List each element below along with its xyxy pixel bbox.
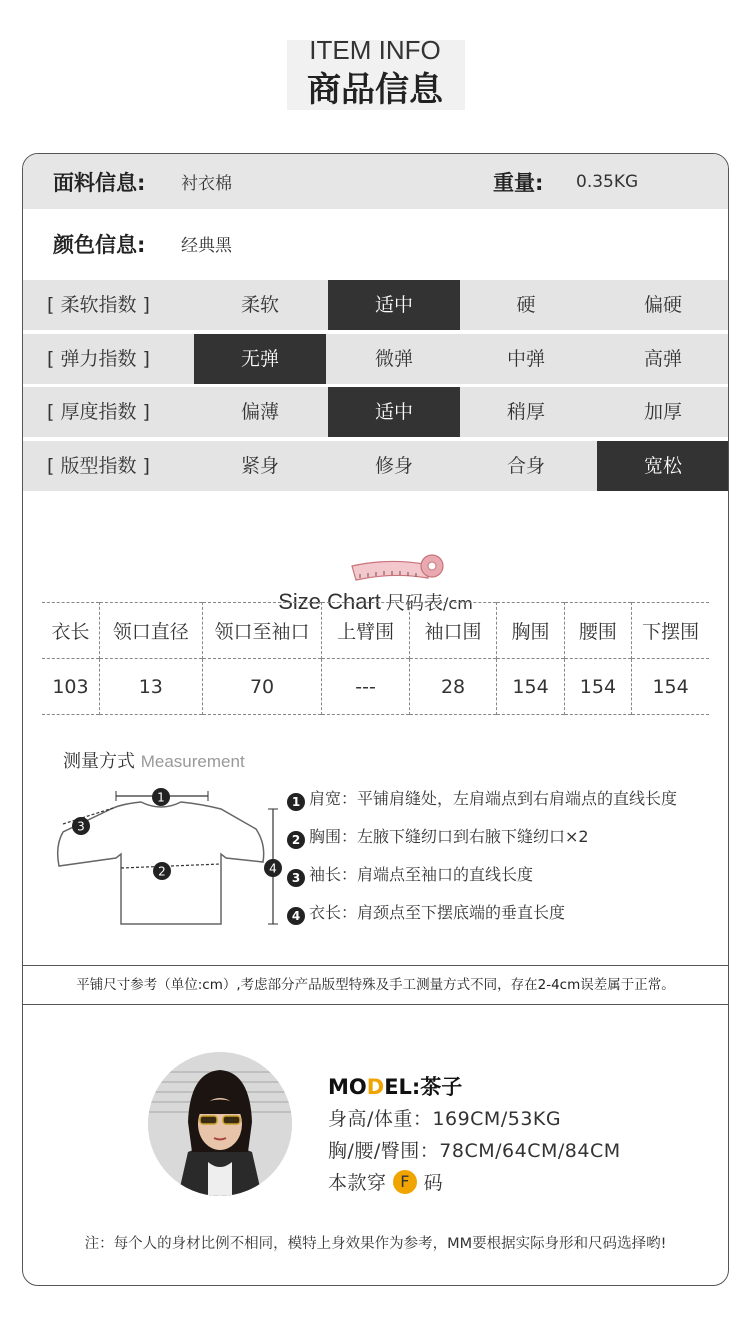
model-label-d: D <box>366 1075 385 1099</box>
index-option: 中弹 <box>506 348 545 370</box>
size-table <box>42 602 709 715</box>
index-name: [ 版型指数 ] <box>47 455 150 477</box>
measurement-item <box>287 785 677 823</box>
table-header-cell: 领口直径 <box>99 603 202 659</box>
index-option-selected: 适中 <box>328 387 460 437</box>
fabric-label: 面料信息: <box>53 170 146 195</box>
index-option: 稍厚 <box>506 401 545 423</box>
diagram-label-1: 1 <box>157 790 165 805</box>
diagram-label-3: 3 <box>77 819 85 834</box>
table-header-row <box>42 603 709 659</box>
table-header-cell: 下摆围 <box>632 603 709 659</box>
fabric-row <box>23 154 728 209</box>
index-option: 微弹 <box>374 348 413 370</box>
table-row <box>42 659 709 715</box>
number-icon: 1 <box>287 793 305 811</box>
diagram-label-2: 2 <box>158 864 166 879</box>
measurement-note: 平铺尺寸参考（单位:cm）,考虑部分产品版型特殊及手工测量方式不同，存在2-4cm误差属于正常。 <box>23 965 728 1005</box>
index-name: [ 厚度指数 ] <box>47 401 150 423</box>
product-info-card <box>22 153 729 1286</box>
number-icon: 3 <box>287 869 305 887</box>
model-photo <box>148 1052 292 1196</box>
model-measurements: 胸/腰/臀围：78CM/64CM/84CM <box>328 1140 621 1162</box>
table-cell: 154 <box>497 659 564 715</box>
model-name <box>328 1071 621 1103</box>
measurement-text: 胸围：左腋下缝纫口到右腋下缝纫口×2 <box>309 827 589 846</box>
measurement-list <box>287 785 677 937</box>
index-name: [ 柔软指数 ] <box>47 294 150 316</box>
number-icon: 2 <box>287 831 305 849</box>
number-icon: 4 <box>287 907 305 925</box>
size-chart-unit: /cm <box>443 594 473 613</box>
size-badge: F <box>393 1170 417 1194</box>
index-row <box>23 387 728 437</box>
table-header-cell: 胸围 <box>497 603 564 659</box>
table-cell: 154 <box>564 659 631 715</box>
index-option: 高弹 <box>643 348 682 370</box>
index-option-selected: 适中 <box>328 280 460 330</box>
index-name: [ 弹力指数 ] <box>47 348 150 370</box>
table-cell: 70 <box>202 659 322 715</box>
tape-measure-icon <box>23 552 728 588</box>
index-option: 加厚 <box>643 401 682 423</box>
index-option: 合身 <box>506 455 545 477</box>
model-size-prefix: 本款穿 <box>328 1172 387 1194</box>
measurement-text: 袖长：肩端点至袖口的直线长度 <box>309 865 534 884</box>
measurement-item <box>287 899 677 937</box>
size-chart-title-zh: 尺码表 <box>386 592 444 614</box>
model-label-mo: MO <box>328 1075 367 1099</box>
index-row <box>23 280 728 330</box>
index-option: 修身 <box>374 455 413 477</box>
measurement-title <box>63 747 245 773</box>
index-option: 偏薄 <box>240 401 279 423</box>
measurement-title-en: Measurement <box>140 752 245 771</box>
table-header-cell: 领口至袖口 <box>202 603 322 659</box>
color-row <box>23 216 728 271</box>
model-info <box>328 1071 621 1199</box>
index-row <box>23 441 728 491</box>
model-label-rest: EL:茶子 <box>384 1075 463 1099</box>
table-header-cell: 腰围 <box>564 603 631 659</box>
index-option: 紧身 <box>240 455 279 477</box>
measurement-title-zh: 测量方式 <box>63 751 135 772</box>
footnote: 注：每个人的身材比例不相同，模特上身效果作为参考，MM要根据实际身形和尺码选择哟! <box>84 1236 667 1252</box>
model-size-suffix: 码 <box>423 1172 444 1194</box>
table-cell: 28 <box>409 659 497 715</box>
measurement-text: 肩宽：平铺肩缝处，左肩端点到右肩端点的直线长度 <box>309 789 678 808</box>
shirt-diagram <box>51 784 291 934</box>
page-header <box>0 30 750 110</box>
diagram-label-4: 4 <box>269 861 277 876</box>
header-title-zh: 商品信息 <box>307 70 443 110</box>
color-label: 颜色信息: <box>53 232 146 257</box>
size-chart-title-en: Size Chart <box>278 589 381 614</box>
measurement-item <box>287 861 677 899</box>
header-title-en: ITEM INFO <box>309 35 441 65</box>
index-option: 柔软 <box>240 294 279 316</box>
model-size <box>328 1167 621 1199</box>
table-cell: 13 <box>99 659 202 715</box>
table-cell: 154 <box>632 659 709 715</box>
model-height-weight: 身高/体重：169CM/53KG <box>328 1108 562 1130</box>
index-option-selected: 宽松 <box>597 441 729 491</box>
fabric-value: 衬衣棉 <box>181 174 232 194</box>
measurement-text: 衣长：肩颈点至下摆底端的垂直长度 <box>309 903 566 922</box>
table-header-cell: 衣长 <box>42 603 99 659</box>
color-value: 经典黑 <box>181 236 232 256</box>
weight-label: 重量: <box>493 170 544 195</box>
index-row <box>23 334 728 384</box>
table-cell: 103 <box>42 659 99 715</box>
index-option: 硬 <box>516 294 536 316</box>
measurement-item <box>287 823 677 861</box>
table-header-cell: 上臂围 <box>322 603 409 659</box>
index-option: 偏硬 <box>643 294 682 316</box>
index-option-selected: 无弹 <box>194 334 326 384</box>
table-header-cell: 袖口围 <box>409 603 497 659</box>
table-cell: --- <box>322 659 409 715</box>
weight-value: 0.35KG <box>576 171 639 192</box>
